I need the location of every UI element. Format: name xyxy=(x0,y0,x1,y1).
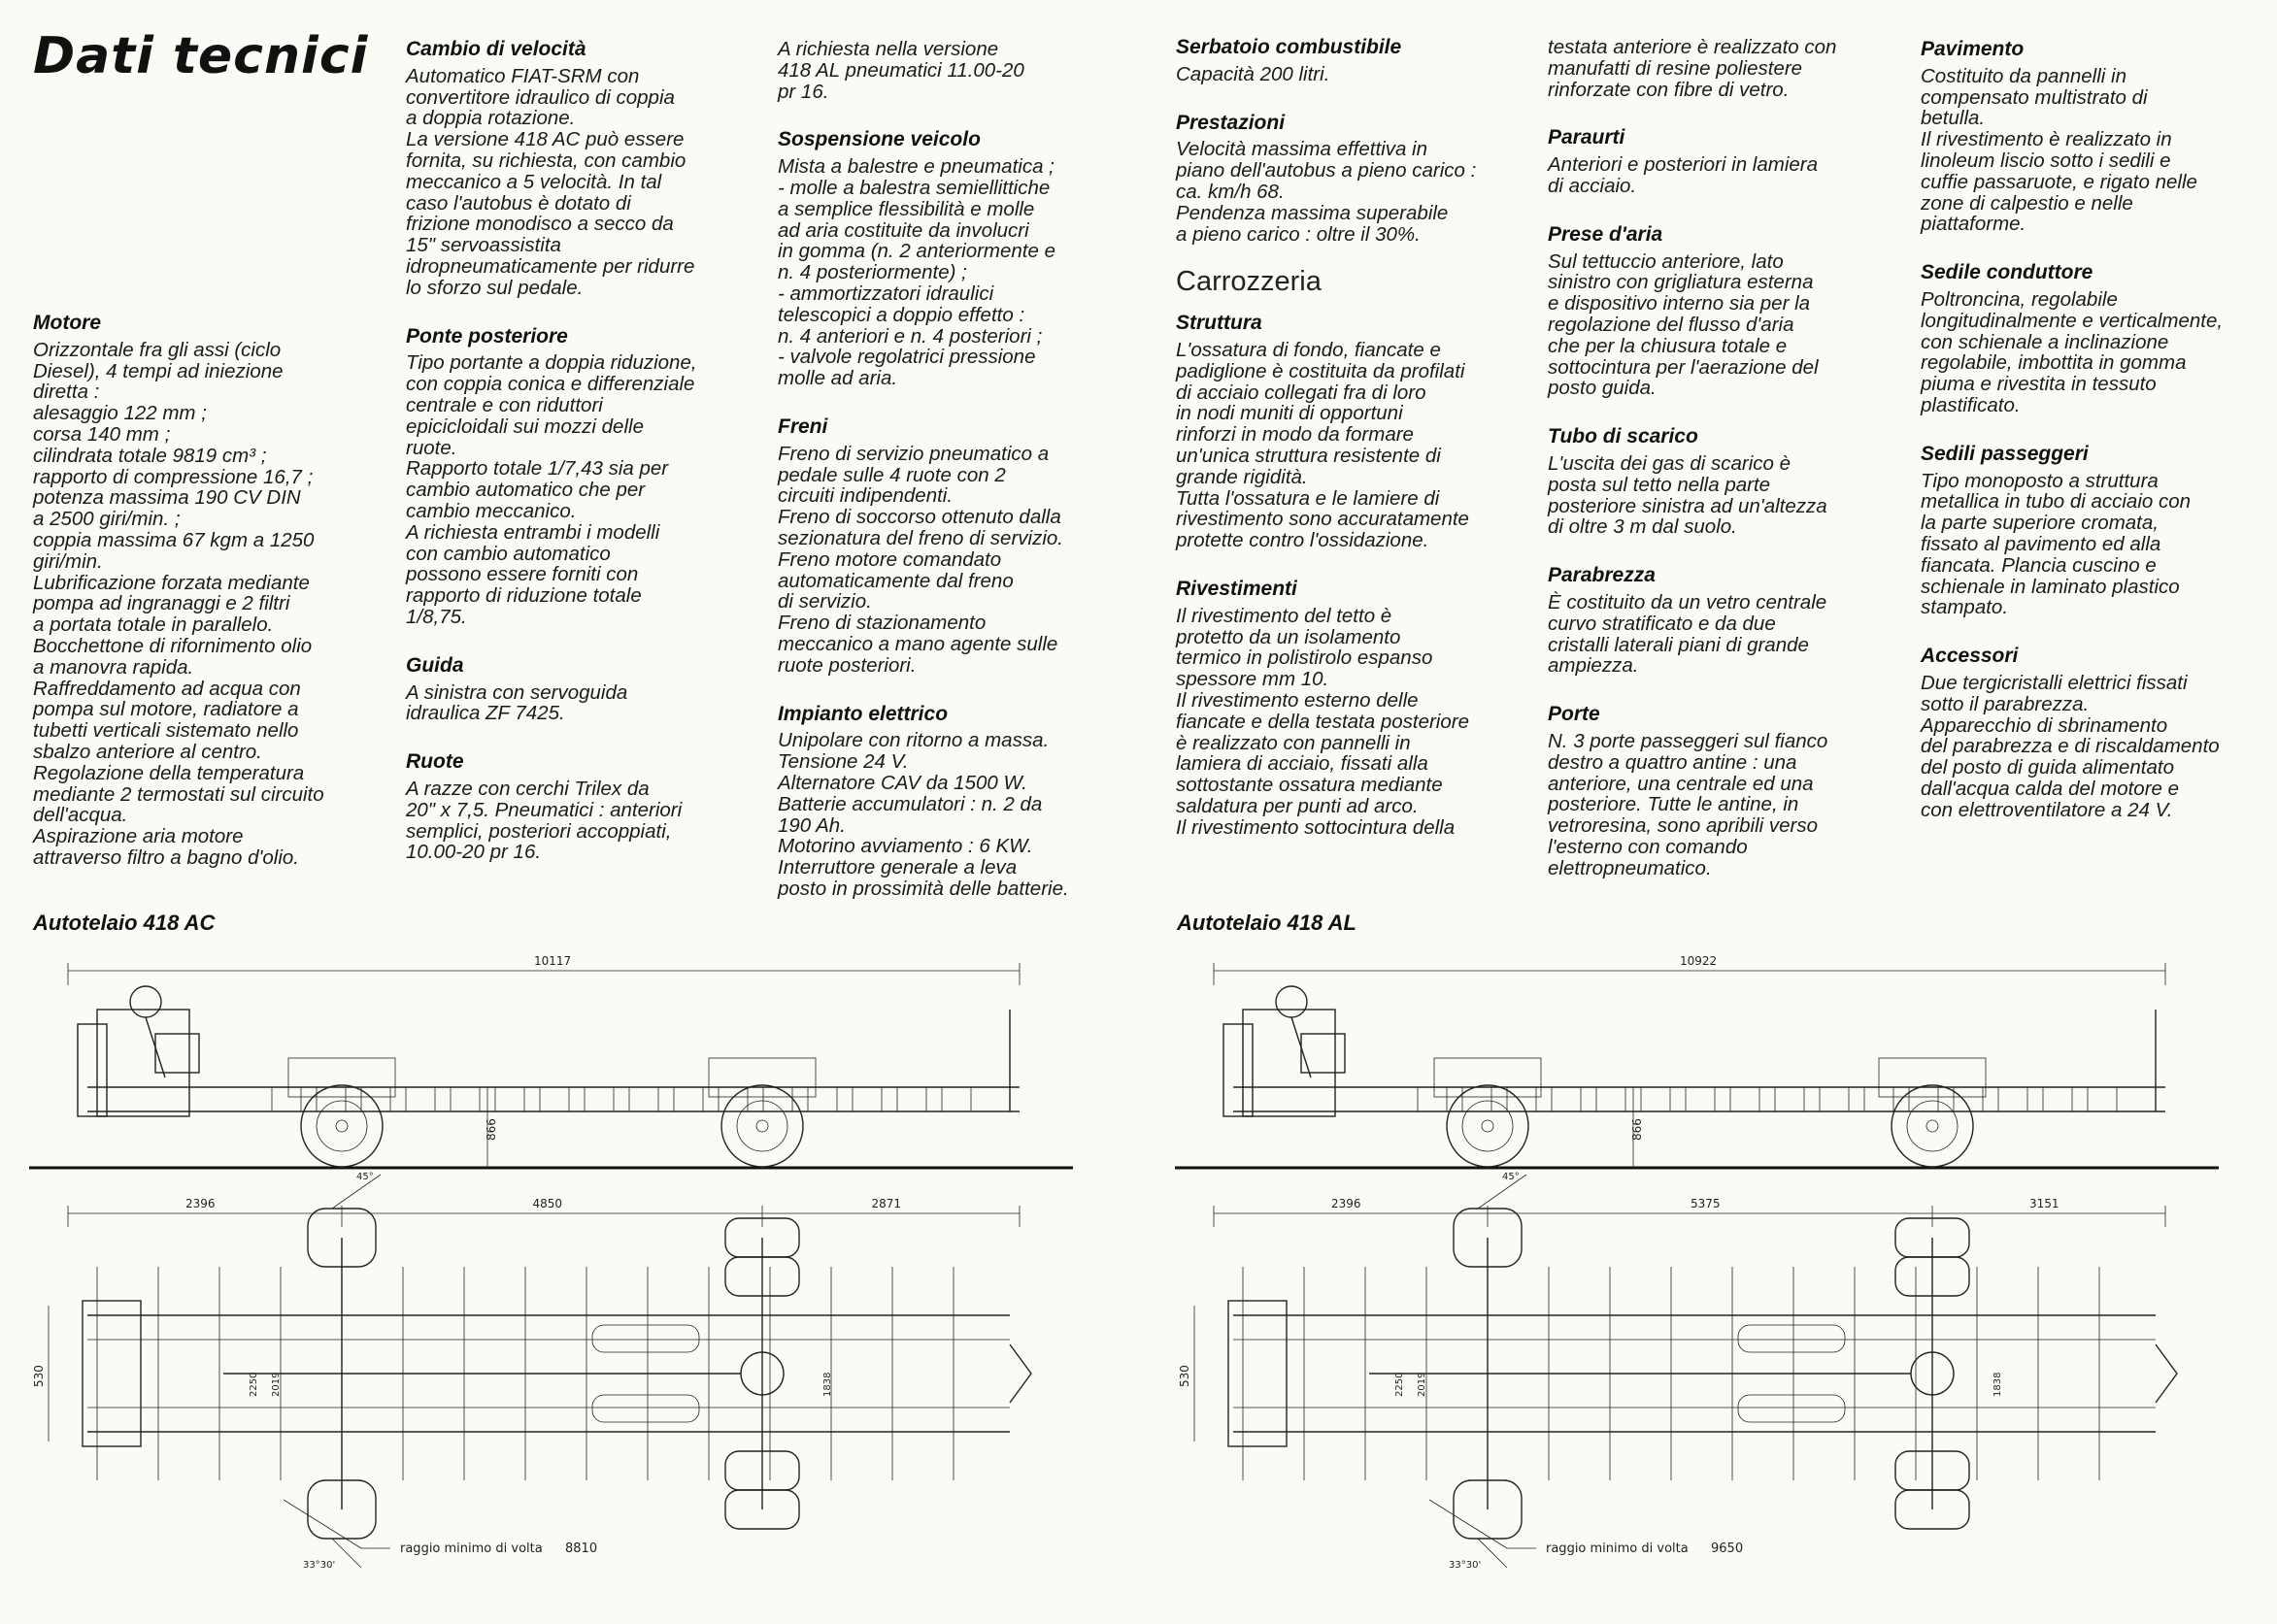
spec-section xyxy=(406,751,775,863)
engine-plan xyxy=(1228,1301,1287,1446)
section-body: Tipo portante a doppia riduzione, con coppia conica e differenziale centrale e con riduttori epicicloidali sui mozzi delle ruote. Rapporto totale 1/7,43 sia per cambio automatico che per cambio meccanico. A richiesta entrambi i modelli con cambio automatico possono essere forniti con rapporto di riduzione totale 1/8,75. xyxy=(406,351,697,628)
frame-detail xyxy=(406,1087,435,1111)
frame-detail xyxy=(1730,1087,1759,1111)
section-body: A razze con cerchi Trilex da 20" x 7,5. Pneumatici : anteriori semplici, posteriori accoppiati, 10.00-20 pr 16. xyxy=(406,777,683,864)
air-tank xyxy=(1738,1395,1845,1422)
spec-section xyxy=(778,416,1152,677)
continued-text: A richiesta nella versione 418 AL pneumatici 11.00-20 pr 16. xyxy=(778,38,1024,103)
section-body: Freno di servizio pneumatico a pedale sulle 4 ruote con 2 circuiti indipendenti. Freno di soccorso ottenuto dalla sezionatura del freno di servizio. Freno motore comandato automaticamente dal freno di servizio. Freno di stazionamento meccanico a mano agente sulle ruote posteriori. xyxy=(778,442,1063,677)
rear-overhang-label: 3151 xyxy=(2029,1197,2059,1210)
suspension-block xyxy=(1879,1058,1986,1097)
radiator xyxy=(1223,1024,1253,1116)
steering-wheel xyxy=(1276,986,1307,1017)
frame-detail xyxy=(763,1087,792,1111)
engine-block xyxy=(97,1010,189,1116)
section-heading: Paraurti xyxy=(1548,126,1625,149)
engine-plan xyxy=(83,1301,141,1446)
spec-column-6 xyxy=(1921,39,2260,848)
air-tank xyxy=(592,1395,699,1422)
section-body: L'uscita dei gas di scarico è posta sul tetto nella parte posteriore sinistra ad un'altezza di oltre 3 m dal suolo. xyxy=(1548,451,1827,539)
section-body: Poltroncina, regolabile longitudinalmente e verticalmente, con schienale a inclinazione regolabile, imbottita in gomma piuma e rivestita in tessuto plastificato. xyxy=(1921,287,2224,416)
spec-column-1 xyxy=(33,313,383,896)
frame-detail xyxy=(272,1087,301,1111)
frame-detail xyxy=(1998,1087,2027,1111)
spec-section xyxy=(1921,262,2260,416)
frame-detail xyxy=(1552,1087,1581,1111)
frame-detail xyxy=(451,1087,480,1111)
wheel xyxy=(1447,1085,1528,1167)
frame-detail xyxy=(1418,1087,1447,1111)
section-heading: Ponte posteriore xyxy=(406,324,568,348)
wheelbase-label: 5375 xyxy=(1691,1197,1721,1210)
steering-angle-label: 45° xyxy=(356,1172,374,1182)
wheel-rim xyxy=(1462,1101,1513,1151)
chassis-diagram-418ac xyxy=(29,942,1078,1621)
section-body: Unipolare con ritorno a massa. Tensione 24 V. Alternatore CAV da 1500 W. Batterie accumulatori : n. 2 da 190 Ah. Motorino avviamento : 6 KW. Interruttore generale a leva posto in prossimità delle batterie. xyxy=(778,729,1069,900)
steering-angle-line xyxy=(1478,1539,1507,1568)
section-heading: Motore xyxy=(33,312,101,334)
page-title: Dati tecnici xyxy=(33,27,369,85)
frame-detail xyxy=(1596,1087,1625,1111)
wheel xyxy=(721,1085,803,1167)
frame-detail xyxy=(897,1087,926,1111)
suspension-block xyxy=(709,1058,816,1097)
continued-text: testata anteriore è realizzato con manufatti di resine poliestere rinforzate con fibre di vetro. xyxy=(1548,36,1837,101)
steering-angle-2-label: 33°30' xyxy=(303,1560,336,1571)
wheel-rim xyxy=(317,1101,367,1151)
tow-hook xyxy=(1010,1344,1031,1403)
section-body: Tipo monoposto a struttura metallica in tubo di acciaio con la parte superiore cromata, fissato al pavimento ed alla fiancata. Plancia cuscino e schienale in laminato plastico stampato. xyxy=(1921,469,2192,619)
wheel xyxy=(1892,1085,1973,1167)
front-overhang-label: 2396 xyxy=(185,1197,216,1210)
section-heading: Struttura xyxy=(1176,312,1262,335)
spec-section xyxy=(1176,37,1540,85)
tow-hook xyxy=(2156,1344,2177,1403)
section-heading: Rivestimenti xyxy=(1176,577,1297,600)
wheel-hub xyxy=(756,1120,768,1132)
spec-column-4 xyxy=(1176,37,1540,866)
section-heading: Ruote xyxy=(406,750,464,774)
frame-detail xyxy=(1820,1087,1849,1111)
section-body: Due tergicristalli elettrici fissati sotto il parabrezza. Apparecchio di sbrinamento del parabrezza e di riscaldamento del posto di guida alimentato dall'acqua calda del motore e con elettroventilatore a 24 V. xyxy=(1921,671,2220,821)
spec-section xyxy=(1548,565,1912,677)
turning-radius-value: 9650 xyxy=(1711,1541,1744,1556)
track-front-b-label: 2019 xyxy=(1417,1372,1427,1397)
chassis-diagram-418al xyxy=(1175,942,2224,1621)
suspension-block xyxy=(288,1058,395,1097)
air-tank xyxy=(1738,1325,1845,1352)
diagram-title-418al: Autotelaio 418 AL xyxy=(1177,911,1356,935)
track-front-a-label: 2250 xyxy=(1394,1372,1405,1397)
major-heading: Carrozzeria xyxy=(1176,266,1322,298)
frame-detail xyxy=(2043,1087,2072,1111)
rear-overhang-label: 2871 xyxy=(871,1197,902,1210)
radiator xyxy=(78,1024,107,1116)
frame-detail xyxy=(942,1087,971,1111)
section-heading: Porte xyxy=(1548,703,1600,726)
track-front-b-label: 2019 xyxy=(271,1372,282,1397)
front-overhang-label: 2396 xyxy=(1331,1197,1361,1210)
diagram-title-418ac: Autotelaio 418 AC xyxy=(33,911,216,935)
width-label: 530 xyxy=(1178,1365,1191,1387)
frame-detail xyxy=(853,1087,882,1111)
spec-section xyxy=(1176,113,1540,246)
wheel-hub xyxy=(336,1120,348,1132)
steering-angle-label: 45° xyxy=(1502,1172,1520,1182)
section-heading: Pavimento xyxy=(1921,38,2025,60)
air-tank xyxy=(592,1325,699,1352)
section-heading: Parabrezza xyxy=(1548,564,1656,587)
section-heading: Sedili passeggeri xyxy=(1921,442,2089,465)
frame-detail xyxy=(1641,1087,1670,1111)
spec-section xyxy=(778,129,1152,389)
spec-section xyxy=(406,39,775,299)
spec-section xyxy=(778,704,1152,900)
suspension-block xyxy=(1434,1058,1541,1097)
wheel-rim xyxy=(1907,1101,1958,1151)
frame-detail xyxy=(674,1087,703,1111)
spec-section xyxy=(1176,313,1540,551)
turning-leader xyxy=(284,1500,361,1548)
section-body: Sul tettuccio anteriore, lato sinistro con grigliatura esterna e dispositivo interno sia per la regolazione del flusso d'aria che per la chiusura totale e sottocintura per l'aerazione del posto guida. xyxy=(1548,249,1819,400)
track-rear-label: 1838 xyxy=(1992,1372,2003,1397)
spec-column-3 xyxy=(778,39,1152,927)
spec-section xyxy=(1548,127,1912,196)
spec-section xyxy=(1548,704,1912,878)
width-label: 530 xyxy=(32,1365,46,1387)
section-heading: Freni xyxy=(778,414,828,438)
section-heading: Prese d'aria xyxy=(1548,222,1663,246)
frame-detail xyxy=(808,1087,837,1111)
frame-detail xyxy=(629,1087,658,1111)
frame-detail xyxy=(1909,1087,1938,1111)
spec-section xyxy=(406,326,775,628)
frame-height-label: 866 xyxy=(1630,1118,1644,1141)
track-front-a-label: 2250 xyxy=(249,1372,259,1397)
track-rear-label: 1838 xyxy=(822,1372,833,1397)
spec-section xyxy=(1921,444,2260,618)
section-body: L'ossatura di fondo, fiancate e padiglione è costituita da profilati di acciaio collegati fra di loro in nodi muniti di opportuni rinforzi in modo da formare un'unica struttura resistente di grande rigidità. Tutta l'ossatura e le lamiere di rivestimento sono accuratamente protette contro l'ossidazione. xyxy=(1176,338,1469,552)
steering-angle-2-label: 33°30' xyxy=(1449,1560,1482,1571)
section-body: Costituito da pannelli in compensato multistrato di betulla. Il rivestimento è realizzato in linoleum liscio sotto i sedili e cuffie passaruote, e rigato nelle zone di calpestio e nelle piattaforme. xyxy=(1921,64,2197,236)
turning-radius-caption: raggio minimo di volta xyxy=(400,1541,543,1556)
section-heading: Accessori xyxy=(1921,645,2019,668)
frame-detail xyxy=(495,1087,524,1111)
spec-section xyxy=(1921,39,2260,235)
section-heading: Sedile conduttore xyxy=(1921,261,2093,284)
frame-detail xyxy=(540,1087,569,1111)
turning-leader xyxy=(1429,1500,1507,1548)
section-heading: Serbatoio combustibile xyxy=(1176,36,1402,58)
section-body: Orizzontale fra gli assi (ciclo Diesel), 4 tempi ad iniezione diretta : alesaggio 122 mm ; corsa 140 mm ; cilindrata totale 9819 cm³ ; rapporto di compressione 16,7 ; potenza massima 190 CV DIN a 2500 giri/min. ; coppia massima 67 kgm a 1250 giri/min. Lubrificazione forzata mediante pompa ad ingranaggi e 2 filtri a portata totale in parallelo. Bocchettone di rifornimento olio a manovra rapida. Raffreddamento ad acqua con pompa sul motore, radiatore a tubetti verticali sistemato nello sbalzo anteriore al centro. Regolazione della temperatura mediante 2 termostati sul circuito dell'acqua. Aspirazione aria motore attraverso filtro a bagno d'olio. xyxy=(33,338,324,869)
frame-detail xyxy=(1507,1087,1536,1111)
spec-section xyxy=(406,655,775,724)
section-body: Anteriori e posteriori in lamiera di acciaio. xyxy=(1548,153,1819,197)
frame-detail xyxy=(1775,1087,1804,1111)
turning-radius-value: 8810 xyxy=(565,1541,598,1556)
section-body: N. 3 porte passeggeri sul fianco destro a quattro antine : una anteriore, una centrale ed una posteriore. Tutte le antine, in vetroresina, sono apribili verso l'esterno con comando elettropneumatico. xyxy=(1548,729,1828,879)
spec-section xyxy=(1548,426,1912,538)
section-heading: Tubo di scarico xyxy=(1548,425,1698,448)
spec-column-2 xyxy=(406,39,775,890)
frame-detail xyxy=(719,1087,748,1111)
section-body: Mista a balestre e pneumatica ; - molle a balestra semiellittiche a semplice flessibilità e molle ad aria costituite da involucri in gomma (n. 2 anteriormente e n. 4 posteriormente) ; - ammortizzatori idraulici telescopici a doppio effetto : n. 4 anteriori e n. 4 posteriori ; - valvole regolatrici pressione molle ad aria. xyxy=(778,155,1055,390)
section-body: È costituito da un vetro centrale curvo stratificato e da due cristalli laterali piani di grande ampiezza. xyxy=(1548,590,1827,678)
steering-angle-line xyxy=(332,1539,361,1568)
section-heading: Guida xyxy=(406,653,464,677)
frame-detail xyxy=(585,1087,614,1111)
spec-section xyxy=(33,313,383,869)
turning-radius-caption: raggio minimo di volta xyxy=(1546,1541,1689,1556)
section-body: Automatico FIAT-SRM con convertitore idraulico di coppia a doppia rotazione. La versione 418 AC può essere fornita, su richiesta, con cambio meccanico a 5 velocità. In tal caso l'autobus è dotato di frizione monodisco a secco da 15" servoassistita idropneumaticamente per ridurre lo sforzo sul pedale. xyxy=(406,64,695,299)
wheel-hub xyxy=(1482,1120,1493,1132)
section-body: Velocità massima effettiva in piano dell'autobus a pieno carico : ca. km/h 68. Pendenza massima superabile a pieno carico : oltre il 30%. xyxy=(1176,138,1477,246)
section-body: A sinistra con servoguida idraulica ZF 7425. xyxy=(406,680,628,725)
wheelbase-label: 4850 xyxy=(532,1197,563,1210)
section-heading: Impianto elettrico xyxy=(778,702,949,725)
engine-block xyxy=(1243,1010,1335,1116)
wheel xyxy=(301,1085,383,1167)
spec-section xyxy=(1176,579,1540,839)
spec-column-5 xyxy=(1548,37,1912,907)
wheel-rim xyxy=(737,1101,787,1151)
overall-length-label: 10922 xyxy=(1680,954,1718,968)
section-heading: Cambio di velocità xyxy=(406,38,586,60)
steering-wheel xyxy=(130,986,161,1017)
section-body: Il rivestimento del tetto è protetto da un isolamento termico in polistirolo espanso spessore mm 10. Il rivestimento esterno delle fiancate e della testata posteriore è realizzato con pannelli in lamiera di acciaio, fissati alla sottostante ossatura mediante saldatura per punti ad arco. Il rivestimento sottocintura della xyxy=(1176,604,1469,839)
wheel-hub xyxy=(1926,1120,1938,1132)
section-body: Capacità 200 litri. xyxy=(1176,62,1330,85)
frame-detail xyxy=(361,1087,390,1111)
overall-length-label: 10117 xyxy=(534,954,572,968)
frame-detail xyxy=(1686,1087,1715,1111)
spec-section xyxy=(1921,646,2260,820)
section-heading: Prestazioni xyxy=(1176,111,1286,134)
frame-height-label: 866 xyxy=(485,1118,498,1141)
spec-section xyxy=(1548,224,1912,399)
section-heading: Sospensione veicolo xyxy=(778,128,981,151)
frame-detail xyxy=(2088,1087,2117,1111)
